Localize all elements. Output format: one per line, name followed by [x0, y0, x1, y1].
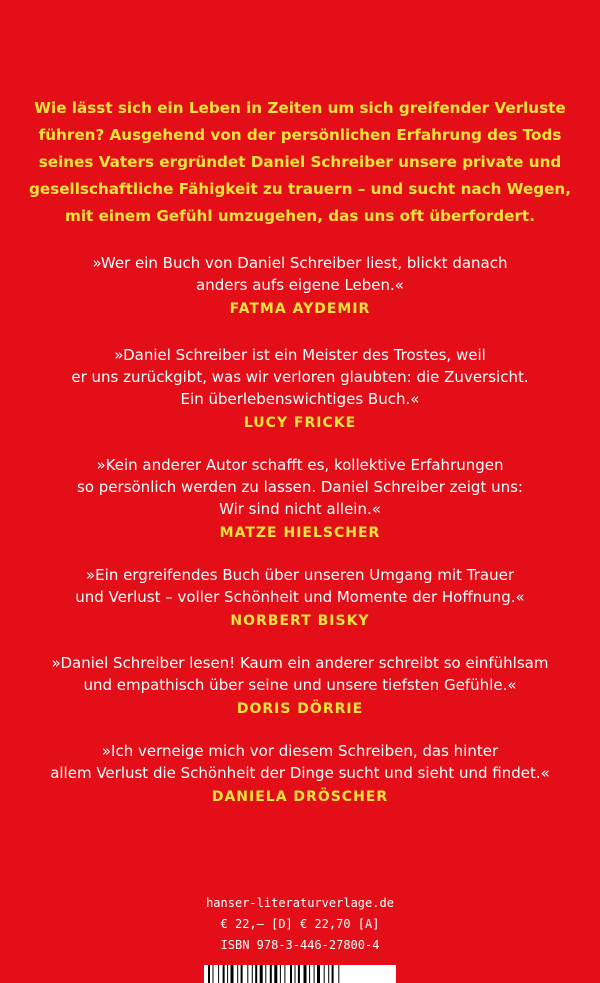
quote-text: »Ich verneige mich vor diesem Schreiben, das hinter allem Verlust die Schönheit der Dinge sucht und sieht und findet.« [50, 742, 550, 782]
barcode-bar [213, 965, 214, 983]
barcode-bar [317, 965, 320, 983]
quote-block [0, 652, 600, 720]
quote-block [0, 454, 600, 544]
barcode-bar [290, 965, 292, 983]
quote-text: »Kein anderer Autor schafft es, kollektive Erfahrungen so persönlich werden zu lassen. Daniel Schreiber zeigt uns: Wir sind nicht allein.« [77, 456, 523, 518]
quote-block [0, 252, 600, 320]
barcode-bar [241, 965, 243, 983]
barcode-bar [252, 965, 253, 983]
quote-author: DANIELA DRÖSCHER [211, 789, 389, 805]
quote-author: MATZE HIELSCHER [219, 525, 381, 541]
isbn-label: ISBN 978-3-446-27800-4 [220, 938, 380, 952]
quote-text: »Wer ein Buch von Daniel Schreiber liest, blickt danach anders aufs eigene Leben.« [92, 254, 508, 294]
barcode-bar [309, 965, 310, 983]
quote-text: »Daniel Schreiber lesen! Kaum ein anderer schreibt so einfühlsam und empathisch über seine und unsere tiefsten Gefühle.« [51, 654, 549, 694]
publisher-website: hanser-literaturverlage.de [206, 896, 394, 910]
barcode-bar [332, 965, 334, 983]
barcode-bar [223, 965, 225, 983]
barcode-bar [304, 965, 307, 983]
barcode-bar [270, 965, 272, 983]
barcode-bar [274, 965, 277, 983]
book-blurb: Wie lässt sich ein Leben in Zeiten um sich greifender Verluste führen? Ausgehend von der persönlichen Erfahrung des Tods seines Vaters ergründet Daniel Schreiber unsere private und gesellschaftliche Fähigkeit zu trauern – und sucht nach Wegen, mit einem Gefühl umzugehen, das uns oft überfordert. [28, 99, 572, 225]
quote-author: DORIS DÖRRIE [236, 701, 364, 717]
barcode-bar [231, 965, 234, 983]
barcode-bar [324, 965, 325, 983]
publisher-footer [0, 893, 600, 956]
barcode-bar [284, 965, 285, 983]
quote-text: »Ein ergreifendes Buch über unseren Umgang mit Trauer und Verlust – voller Schönheit und Momente der Hoffnung.« [75, 566, 525, 606]
barcode-icon [204, 965, 396, 983]
barcode-bar [227, 965, 228, 983]
barcode-bar [314, 965, 315, 983]
barcode-bar [260, 965, 263, 983]
price-label: € 22,– [D] € 22,70 [A] [220, 917, 380, 931]
quote-block [0, 740, 600, 808]
quote-author: FATMA AYDEMIR [229, 301, 371, 317]
barcode-bar [255, 965, 257, 983]
quote-text: »Daniel Schreiber ist ein Meister des Trostes, weil er uns zurückgibt, was wir verloren glaubten: die Zuversicht. Ein überlebenswichtiges Buch.« [71, 346, 529, 408]
quote-block [0, 344, 600, 434]
barcode-bar [265, 965, 266, 983]
barcode-bar [247, 965, 248, 983]
quote-author: NORBERT BISKY [230, 613, 370, 629]
barcode-bar [295, 965, 296, 983]
barcode-bar [218, 965, 219, 983]
barcode-bar [338, 965, 339, 983]
quote-author: LUCY FRICKE [243, 415, 357, 431]
barcode-bar [237, 965, 238, 983]
barcode-bar [208, 965, 210, 983]
barcode-bar [328, 965, 329, 983]
barcode-bar [280, 965, 281, 983]
quote-block [0, 564, 600, 632]
barcode-image [204, 965, 396, 983]
barcode-bar [298, 965, 300, 983]
